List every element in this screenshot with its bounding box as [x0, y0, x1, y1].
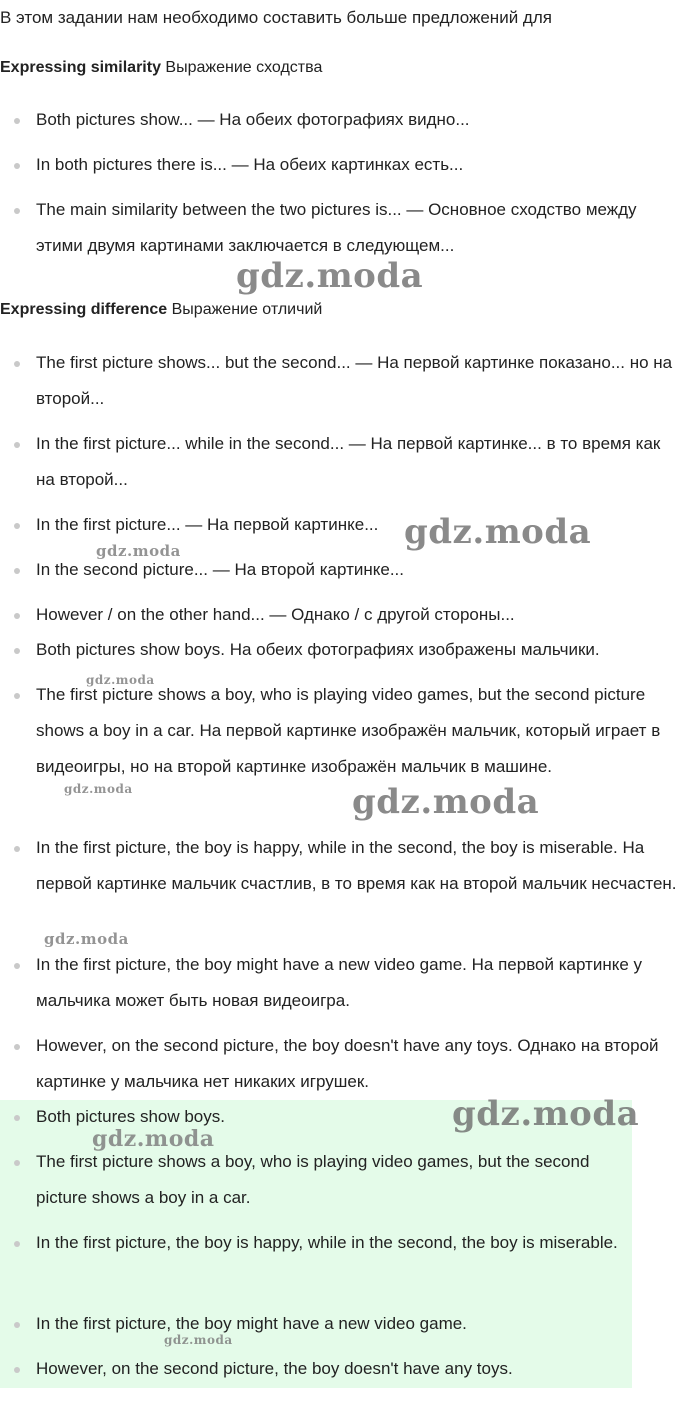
- answer-item-text: In the first picture, the boy might have a new video game.: [36, 1314, 467, 1333]
- watermark-logo: gdz.moda: [92, 1126, 215, 1152]
- answer-item-text: However, on the second picture, the boy doesn't have any toys.: [36, 1359, 513, 1378]
- bullet-icon: [14, 118, 20, 124]
- bullet-icon: [14, 1367, 20, 1373]
- answer-item-text: In the first picture, the boy is happy, while in the second, the boy is miserable.: [36, 1233, 618, 1252]
- bullet-icon: [14, 568, 20, 574]
- difference-heading-bold: Expressing difference: [0, 301, 168, 318]
- watermark-logo: gdz.moda: [96, 542, 181, 560]
- watermark-logo: gdz.moda: [86, 673, 155, 687]
- bullet-icon: [14, 523, 20, 529]
- list-item-text: The first picture shows a boy, who is playing video games, but the second picture shows a boy in a car. На первой картинке изображён мальчик, который играет в видеоигры, но на второй картинке изображён мальчик в машине.: [36, 685, 661, 776]
- bullet-icon: [14, 963, 20, 969]
- bullet-icon: [14, 846, 20, 852]
- bullet-icon: [14, 1160, 20, 1166]
- answer-item-text: The first picture shows a boy, who is playing video games, but the second picture shows a boy in a car.: [36, 1152, 590, 1207]
- list-item-text: Both pictures show boys. На обеих фотографиях изображены мальчики.: [36, 640, 600, 659]
- list-item-text: In the first picture... — На первой картинке...: [36, 515, 379, 534]
- similarity-heading: [0, 58, 322, 78]
- intro-text: В этом задании нам необходимо составить больше предложений для: [0, 8, 552, 27]
- list-item-text: However / on the other hand... — Однако / с другой стороны...: [36, 605, 515, 624]
- difference-heading: [0, 300, 322, 320]
- difference-heading-rest: Выражение отличий: [167, 301, 323, 318]
- bullet-icon: [14, 693, 20, 699]
- list-item-text: In both pictures there is... — На обеих картинках есть...: [36, 155, 464, 174]
- watermark-logo: gdz.moda: [404, 512, 592, 552]
- bullet-icon: [14, 1322, 20, 1328]
- list-item-text: In the second picture... — На второй картинке...: [36, 560, 404, 579]
- bullet-icon: [14, 1044, 20, 1050]
- bullet-icon: [14, 208, 20, 214]
- watermark-logo: gdz.moda: [236, 256, 424, 296]
- watermark-logo: gdz.moda: [164, 1333, 233, 1347]
- list-item-text: Both pictures show... — На обеих фотографиях видно...: [36, 110, 470, 129]
- list-item-text: The main similarity between the two pictures is... — Основное сходство между этими двумя картинами заключается в следующем...: [36, 200, 637, 255]
- watermark-logo: gdz.moda: [64, 782, 133, 796]
- bullet-icon: [14, 442, 20, 448]
- watermark-logo: gdz.moda: [352, 782, 540, 822]
- similarity-heading-bold: Expressing similarity: [0, 59, 161, 76]
- list-item-text: In the first picture... while in the second... — На первой картинке... в то время как на второй...: [36, 434, 661, 489]
- bullet-icon: [14, 1115, 20, 1121]
- answer-item-text: Both pictures show boys.: [36, 1107, 225, 1126]
- bullet-icon: [14, 613, 20, 619]
- watermark-logo: gdz.moda: [452, 1094, 640, 1134]
- similarity-heading-rest: Выражение сходства: [160, 59, 323, 76]
- bullet-icon: [14, 361, 20, 367]
- list-item-text: The first picture shows... but the second... — На первой картинке показано... но на второй...: [36, 353, 673, 408]
- list-item-text: In the first picture, the boy might have a new video game. На первой картинке у мальчика может быть новая видеоигра.: [36, 955, 643, 1010]
- list-item-text: In the first picture, the boy is happy, while in the second, the boy is miserable. На первой картинке мальчик счастлив, в то время как на второй мальчик несчастен.: [36, 838, 677, 893]
- watermark-logo: gdz.moda: [44, 930, 129, 948]
- bullet-icon: [14, 648, 20, 654]
- bullet-icon: [14, 163, 20, 169]
- list-item-text: However, on the second picture, the boy doesn't have any toys. Однако на второй картинке у мальчика нет никаких игрушек.: [36, 1036, 659, 1091]
- bullet-icon: [14, 1241, 20, 1247]
